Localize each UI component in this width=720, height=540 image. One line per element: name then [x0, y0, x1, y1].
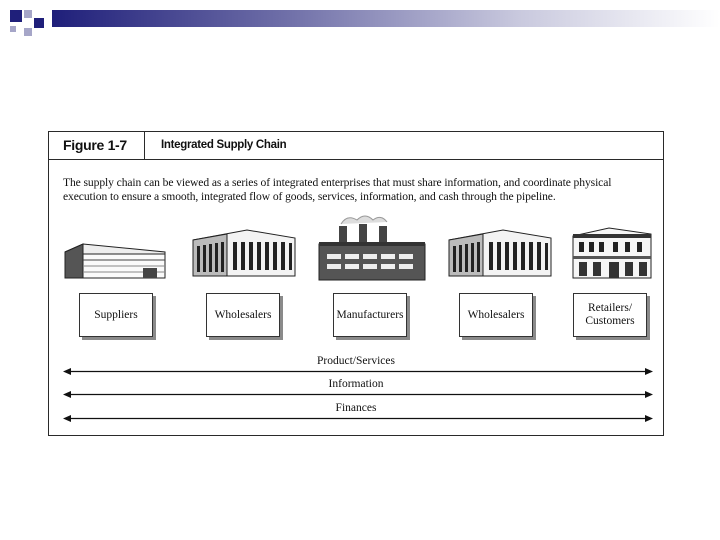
deco-square-2	[24, 10, 32, 18]
deco-square-5	[10, 26, 16, 32]
supplier-building-icon	[61, 240, 171, 280]
flow-label-information: Information	[328, 378, 384, 390]
stage-box-manufacturers: Manufacturers	[333, 293, 407, 337]
slide-decoration	[0, 0, 720, 46]
deco-square-1	[10, 10, 22, 22]
flow-label-product-services: Product/Services	[317, 355, 395, 367]
stage-box-wholesalers: Wholesalers	[206, 293, 280, 337]
figure-label: Figure 1-7	[49, 132, 145, 159]
flow-label-finances: Finances	[335, 402, 377, 414]
stage-box-wholesalers-2: Wholesalers	[459, 293, 533, 337]
deco-square-3	[34, 18, 44, 28]
deco-square-4	[24, 28, 32, 36]
flow-arrow-product-services	[63, 367, 653, 376]
figure-header	[49, 132, 663, 160]
retail-store-icon	[569, 224, 655, 282]
manufacturer-factory-icon	[313, 212, 429, 282]
figure-caption: The supply chain can be viewed as a series of integrated enterprises that must share information, and coordinate physical execution to ensure a smooth, integrated flow of goods, services, information, and cash through the pipeline.	[63, 176, 612, 203]
flow-arrow-information	[63, 390, 653, 399]
flow-arrow-finances	[63, 414, 653, 423]
wholesaler-warehouse-icon-2	[443, 226, 555, 280]
stage-box-retailers-customers: Retailers/ Customers	[573, 293, 647, 337]
deco-gradient-bar	[52, 10, 720, 27]
figure-title: Integrated Supply Chain	[161, 139, 287, 151]
wholesaler-warehouse-icon	[187, 226, 299, 280]
stage-box-suppliers: Suppliers	[79, 293, 153, 337]
figure-frame	[48, 131, 664, 436]
